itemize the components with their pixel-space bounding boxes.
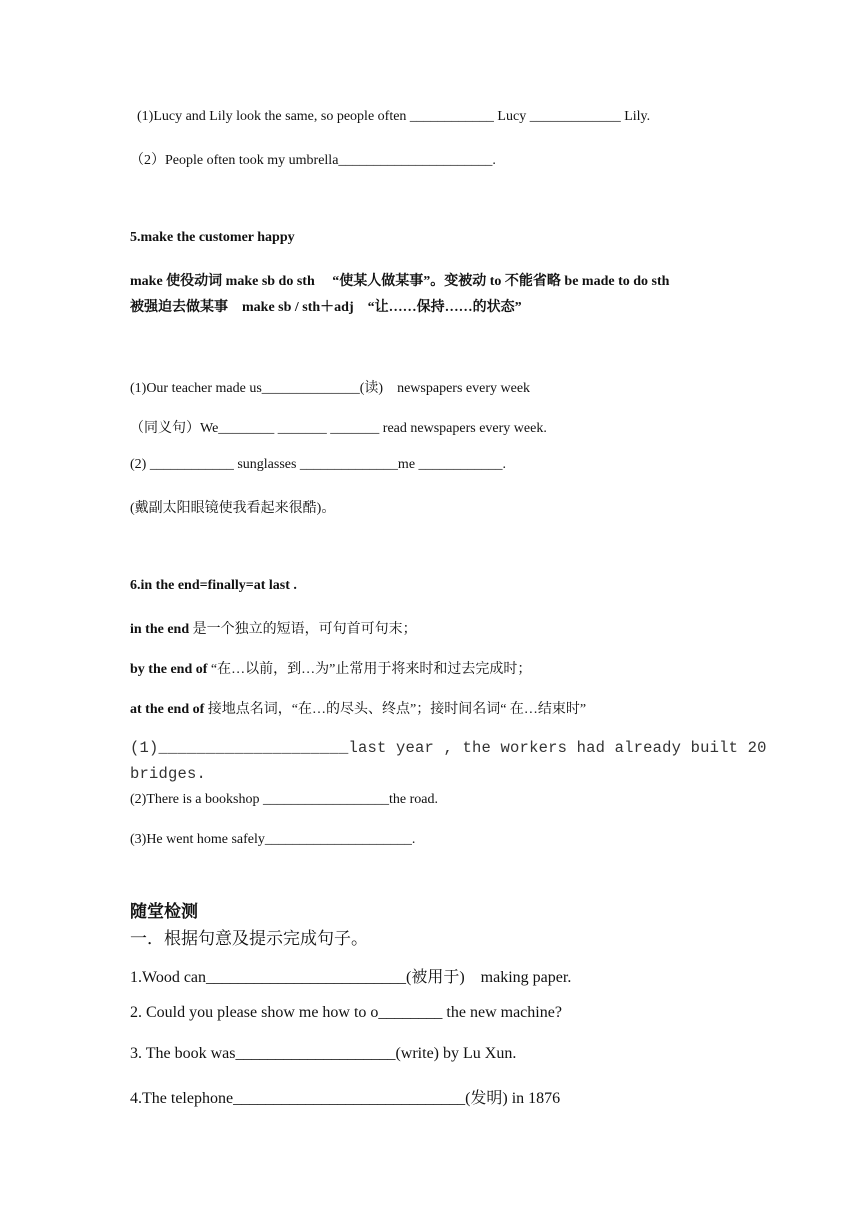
section-6-note-2-key: by the end of [130,662,208,677]
exercise-4-line-2: （2）People often took my umbrella______________________. [130,153,496,168]
section-5-exercise-1: (1)Our teacher made us______________(读) newspapers every week [130,381,531,396]
section-5-exercise-2-chinese: (戴副太阳眼镜使我看起来很酷)。 [130,501,336,516]
section-6-exercise-2: (2)There is a bookshop __________________the road. [130,792,438,807]
section-5-exercise-2: (2) ____________ sunglasses ______________me ____________. [130,457,507,472]
section-6-note-1 [130,618,417,638]
section-6-note-3-key: at the end of [130,702,205,717]
exercise-4-line-1: (1)Lucy and Lily look the same, so people often ____________ Lucy _____________ Lily. [137,109,651,124]
section-6-note-2-text: “在…以前，到…为”止常用于将来时和过去完成时； [207,662,532,677]
section-5-note-1: make 使役动词 make sb do sth “使某人做某事”。变被动 to 不能省略 be made to do sth [130,274,670,289]
section-5-exercise-1-synonym: （同义句）We________ _______ _______ read newspapers every week. [130,421,547,436]
quiz-question-4: 4.The telephone_____________________________(发明) in 1876 [130,1090,561,1107]
section-6-note-1-text: 是一个独立的短语，可句首可句末； [189,622,417,637]
section-6-exercise-3: (3)He went home safely_____________________. [130,832,416,847]
section-6-exercise-1-line-b: bridges. [130,765,207,783]
quiz-question-1: 1.Wood can_________________________(被用于) making paper. [130,969,572,986]
section-6-note-3 [130,698,586,718]
section-5-note-2: 被强迫去做某事 make sb / sth＋adj “让……保持……的状态” [130,300,522,315]
quiz-title: 随堂检测 [130,902,198,921]
quiz-question-2: 2. Could you please show me how to o________ the new machine? [130,1004,562,1021]
quiz-question-3: 3. The book was____________________(write) by Lu Xun. [130,1045,517,1062]
section-6-note-3-text: 接地点名词，“在…的尽头、终点”；接时间名词“ 在…结束时” [204,702,587,717]
section-6-note-2 [130,658,531,678]
section-5-title: 5.make the customer happy [130,230,295,245]
section-6-note-1-key: in the end [130,622,190,637]
section-6-title: 6.in the end=finally=at last . [130,578,297,593]
quiz-instruction: 一．根据句意及提示完成句子。 [130,929,368,948]
section-6-exercise-1-line-a: (1)____________________last year , the workers had already built 20 [130,739,767,757]
